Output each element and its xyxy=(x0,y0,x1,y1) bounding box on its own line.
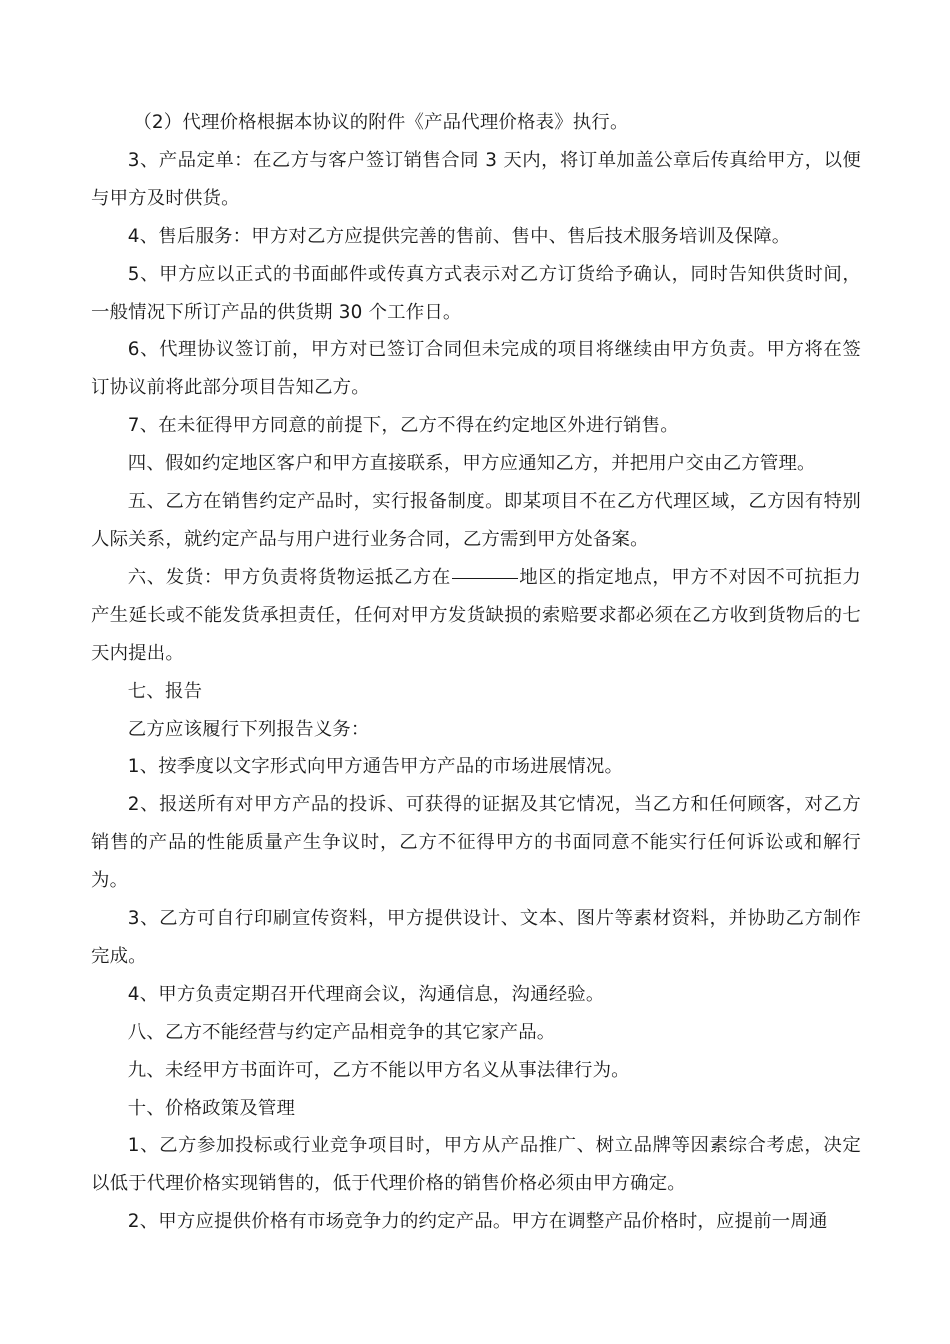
paragraph-clause-eight: 八、乙方不能经营与约定产品相竞争的其它家产品。 xyxy=(127,1021,556,1043)
fill-in-blank-line xyxy=(452,577,518,579)
paragraph-pricing-item-2: 2、甲方应提供价格有市场竞争力的约定产品。甲方在调整产品价格时，应提前一周通 xyxy=(127,1211,828,1233)
document-body xyxy=(91,104,861,1241)
heading-clause-seven-report: 七、报告 xyxy=(127,680,203,702)
paragraph-after-sales: 4、售后服务：甲方对乙方应提供完善的售前、售中、售后技术服务培训及保障。 xyxy=(127,225,791,247)
heading-clause-ten-pricing: 十、价格政策及管理 xyxy=(127,1097,296,1119)
paragraph-report-item-3: 3、乙方可自行印刷宣传资料，甲方提供设计、文本、图片等素材资料，并协助乙方制作完成。 xyxy=(91,908,861,967)
paragraph-clause-nine: 九、未经甲方书面许可，乙方不能以甲方名义从事法律行为。 xyxy=(127,1059,630,1081)
paragraph-product-order: 3、产品定单：在乙方与客户签订销售合同 3 天内，将订单加盖公章后传真给甲方，以便与甲方及时供货。 xyxy=(91,149,861,209)
paragraph-prior-contracts: 6、代理协议签订前，甲方对已签订合同但未完成的项目将继续由甲方负责。甲方将在签订协议前将此部分项目告知乙方。 xyxy=(91,339,861,399)
delivery-text-after-blank: 地区的指定地点，甲方不对因不可抗拒力产生延长或不能发货承担责任，任何对甲方发货缺损的索赔要求都必须在乙方收到货物后的七天内提出。 xyxy=(91,566,861,664)
paragraph-clause-six-delivery xyxy=(91,559,861,673)
paragraph-price-by-attachment: （2）代理价格根据本协议的附件《产品代理价格表》执行。 xyxy=(133,112,629,133)
delivery-text-before-blank: 六、发货：甲方负责将货物运抵乙方在 xyxy=(127,566,451,588)
paragraph-order-confirmation: 5、甲方应以正式的书面邮件或传真方式表示对乙方订货给予确认，同时告知供货时间，一般情况下所订产品的供货期 30 个工作日。 xyxy=(91,263,861,323)
paragraph-report-item-1: 1、按季度以文字形式向甲方通告甲方产品的市场进展情况。 xyxy=(127,756,624,778)
paragraph-report-item-4: 4、甲方负责定期召开代理商会议，沟通信息，沟通经验。 xyxy=(127,983,605,1005)
paragraph-pricing-item-1: 1、乙方参加投标或行业竞争项目时，甲方从产品推广、树立品牌等因素综合考虑，决定以低于代理价格实现销售的，低于代理价格的销售价格必须由甲方确定。 xyxy=(91,1135,861,1195)
paragraph-report-item-2: 2、报送所有对甲方产品的投诉、可获得的证据及其它情况，当乙方和任何顾客，对乙方销售的产品的性能质量产生争议时，乙方不征得甲方的书面同意不能实行任何诉讼或和解行为。 xyxy=(91,794,861,892)
paragraph-report-obligations-intro: 乙方应该履行下列报告义务： xyxy=(127,718,370,740)
paragraph-clause-five: 五、乙方在销售约定产品时，实行报备制度。即某项目不在乙方代理区域，乙方因有特别人际关系，就约定产品与用户进行业务合同，乙方需到甲方处备案。 xyxy=(91,491,861,550)
paragraph-region-restriction: 7、在未征得甲方同意的前提下，乙方不得在约定地区外进行销售。 xyxy=(127,415,679,437)
paragraph-clause-four: 四、假如约定地区客户和甲方直接联系，甲方应通知乙方，并把用户交由乙方管理。 xyxy=(127,453,816,475)
